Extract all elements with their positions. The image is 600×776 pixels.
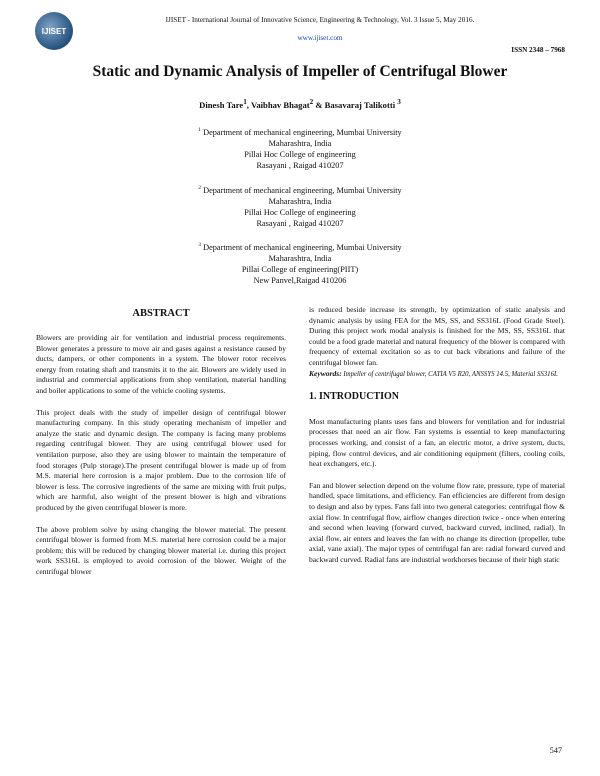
author-separator: , bbox=[246, 99, 251, 110]
affiliation-department: Department of mechanical engineering, Mumbai University bbox=[203, 185, 402, 195]
issn-number: ISSN 2348 – 7968 bbox=[511, 46, 565, 54]
affiliation-line bbox=[100, 240, 500, 253]
affiliation-line: Pillai College of engineering(PIIT) bbox=[241, 264, 359, 274]
affiliation-sup: 2 bbox=[198, 185, 202, 191]
affiliation-3 bbox=[100, 240, 500, 286]
affiliation-line bbox=[100, 183, 500, 196]
affiliation-line bbox=[100, 125, 500, 138]
journal-citation-line: IJISET - International Journal of Innovative Science, Engineering & Technology, Vol. 3 Issue 5, May 2016. bbox=[165, 16, 475, 24]
journal-logo bbox=[35, 12, 73, 50]
affiliation-department: Department of mechanical engineering, Mumbai University bbox=[203, 242, 402, 252]
author-list bbox=[20, 98, 580, 110]
introduction-paragraph: Most manufacturing plants uses fans and blowers for ventilation and for industrial processes that need an air flow. Fan systems is essential to keep manufacturing processes working, and consist of a fan, an electric motor, a drive system, ducts, piping, flow control devices, and air conditioning equipment (filters, cooling coils, heat exchangers, etc.). bbox=[309, 416, 565, 469]
affiliation-department: Department of mechanical engineering, Mumbai University bbox=[203, 127, 402, 137]
affiliation-line: Pillai Hoc College of engineering bbox=[244, 207, 356, 217]
abstract-paragraph: Blowers are providing air for ventilation and industrial process requirements. Blower generates a pressure to move air and gases against a resistance caused by ducts, dampers, or other components in a system. The blower rotor receives energy from rotating shaft and transmits it to the air. Blowers are widely used in industrial and commercial applications from shop ventilation, material handling and boiler applications to some of the vehicle cooling systems. bbox=[36, 333, 286, 395]
affiliation-line: Maharashtra, India bbox=[268, 196, 332, 206]
section-heading-introduction: 1. INTRODUCTION bbox=[309, 391, 400, 403]
affiliation-sup: 1 bbox=[198, 127, 202, 133]
right-column bbox=[309, 305, 565, 576]
affiliation-sup: 3 bbox=[198, 242, 202, 248]
keywords-label: Keywords: bbox=[309, 368, 342, 378]
introduction-paragraph: Fan and blower selection depend on the volume flow rate, pressure, type of material handled, space limitations, and efficiency. Fan efficiencies are different from design to design and also by types. Fans fall into two general categories: centrifugal flow & axial flow. In centrifugal flow, airflow changes direction twice - once when entering and second when leaving (forward curved, backward curved, inclined, radial). In axial flow, air enters and leaves the fan with no change its direction (propeller, tube axial, vane axial). The major types of centrifugal fan are: radial forward curved and backward curved. Radial fans are industrial workhorses because of their high static bbox=[309, 480, 565, 564]
author-name: Dinesh Tare bbox=[199, 99, 244, 110]
journal-url-link[interactable]: www.ijiset.com bbox=[297, 34, 343, 42]
affiliation-line: New Panvel,Raigad 410206 bbox=[253, 275, 347, 285]
abstract-paragraph: The above problem solve by using changing the blower material. The present centrifugal blower is formed from M.S. material here corrosion could be a major problem; this will be reduced by changing blower material i.e. during this project work SS316L is employed to avoid corrosion of the blower. Weight of the centrifugal blower bbox=[36, 524, 286, 576]
affiliation-1 bbox=[100, 125, 500, 171]
author-sup: 2 bbox=[309, 98, 314, 106]
abstract-paragraph: This project deals with the study of impeller design of centrifugal blower manufacturing company. In this study operating mechanism of impeller and analyze the static and dynamic design. The company is facing many problems regarding centrifugal blower. They are using centrifugal blower used for ventilation purpose, also they are using blower to maintain the temperature of food storages (Pulp storage).The present centrifugal blower is made up of from M.S. material here corrosion is a major problem. Due to the corrosion life of blower is less. The corrosive ingredients of the same are mixing with fruit pulps, which are harmful, also weight of the present blower is high and vibrations produced by the given centrifugal blower is more. bbox=[36, 407, 286, 512]
keywords bbox=[309, 369, 565, 381]
author-name: Vaibhav Bhagat bbox=[250, 99, 310, 110]
affiliation-line: Rasayani , Raigad 410207 bbox=[256, 160, 344, 170]
page-number: 547 bbox=[549, 746, 562, 755]
author-sup: 1 bbox=[243, 98, 247, 106]
paper-title: Static and Dynamic Analysis of Impeller of Centrifugal Blower bbox=[92, 63, 508, 80]
affiliation-line: Maharashtra, India bbox=[268, 138, 332, 148]
author-separator: & bbox=[313, 99, 325, 110]
abstract-paragraph-continued: is reduced beside increase its strength, by optimization of static analysis and dynamic analysis by using FEA for the MS, SS, and SS316L (Food Grade Steel). During this project work modal analysis is finished for the MS, SS, SS316L that could be a food grade material and natural frequency of the blower is compared with frequency of external excitation so as to cut back vibrations and failure of the centrifugal blower fan. bbox=[309, 305, 565, 367]
left-column bbox=[36, 333, 286, 588]
affiliation-line: Pillai Hoc College of engineering bbox=[244, 149, 356, 159]
abstract-heading: ABSTRACT bbox=[132, 308, 190, 319]
affiliation-line: Rasayani , Raigad 410207 bbox=[256, 218, 344, 228]
affiliation-2 bbox=[100, 183, 500, 229]
journal-logo-text: IJISET bbox=[41, 26, 67, 36]
keywords-text: Impeller of centrifugal blower, CATIA V5 R20, ANSSYS 14.5, Material SS316L bbox=[341, 370, 558, 378]
author-sup: 3 bbox=[397, 98, 401, 106]
author-name: Basavaraj Talikotti bbox=[324, 99, 396, 110]
affiliation-line: Maharashtra, India bbox=[268, 253, 332, 263]
